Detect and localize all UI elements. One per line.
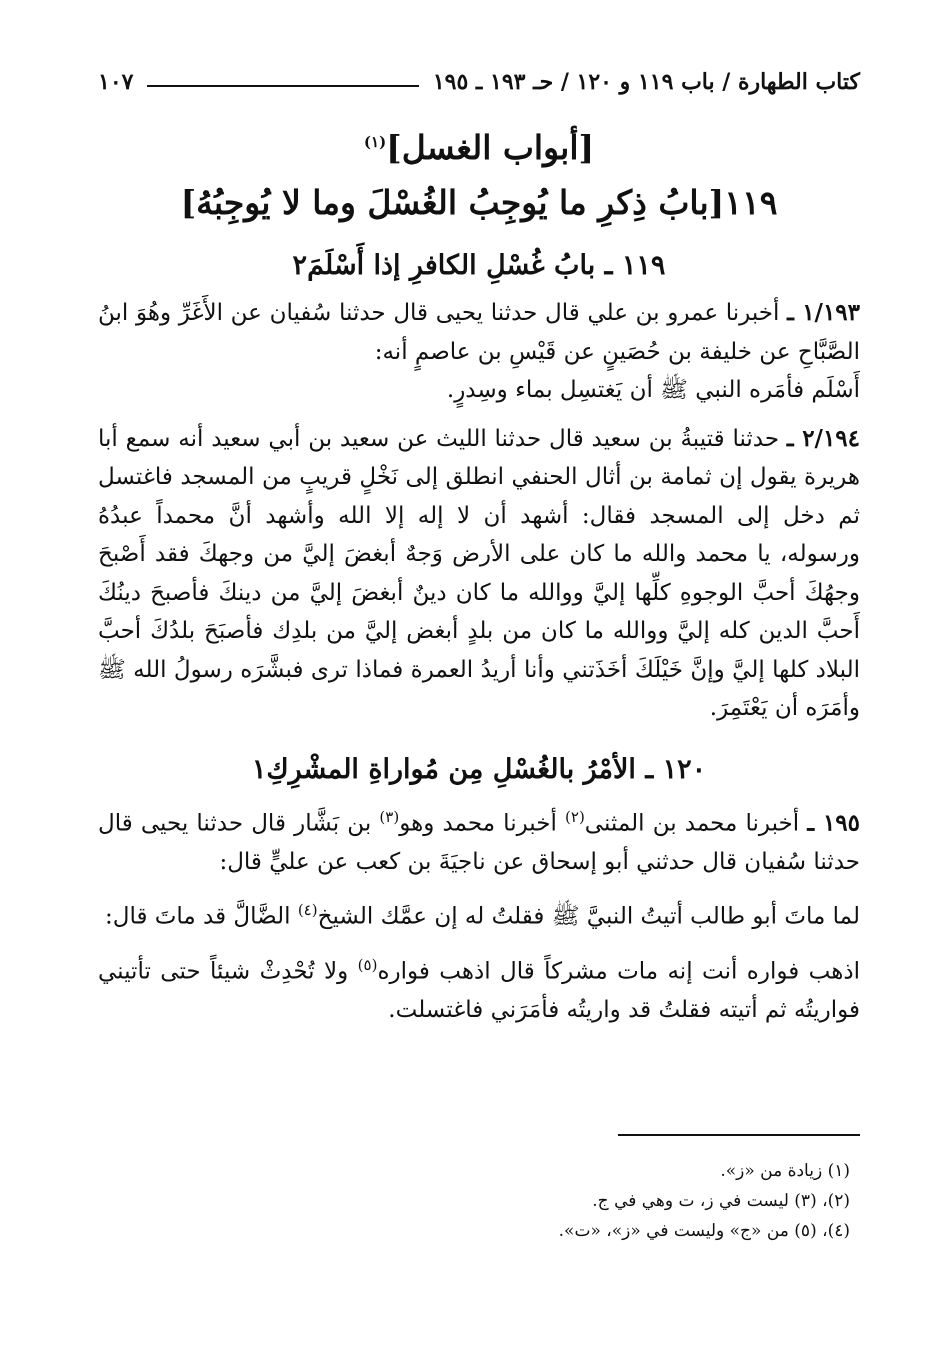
hadith-195-matn-b: الضَّالَّ قد ماتَ قال: xyxy=(104,903,291,930)
running-header xyxy=(98,62,860,102)
hadith-195-matn-a: لما ماتَ أبو طالب أتيتُ النبيَّ ﷺ فقلتُ له إن عمَّك الشيخ xyxy=(317,903,860,930)
hadith-194-text: حدثنا قتيبةُ بن سعيد قال حدثنا الليث عن سعيد بن أبي سعيد أنه سمع أبا هريرة يقول إن ثمامة بن أثال الحنفي انطلق إلى نَخْلٍ قريبٍ من المسجد فاغتسل ثم دخل إلى المسجد فقال: أشهد أن لا إله إلا الله وأشهد أنَّ محمداً عبدُهُ ورسوله، يا محمد والله ما كان على الأرض وَجهٌ أبغضَ إليَّ من وجهكَ فقد أَصْبحَ وجهُكَ أحبَّ الوجوهِ كلِّها إليَّ ووالله ما كان دينٌ أبغضَ إليَّ من دينكَ فأصبحَ دينُكَ أَحبَّ الدين كله إليَّ ووالله ما كان من بلدٍ أبغض إليَّ من بلدِك فأصبَحَ بلدُكَ أحبَّ البلاد كلها إليَّ وإنَّ خَيْلَكَ أخَذَتني وأنا أريدُ العمرة فماذا ترى فبشَّرَه رسولُ الله ﷺ وأمَرَه أن يَعْتَمِرَ. xyxy=(98,425,860,721)
hadith-193-text: أخبرنا عمرو بن علي قال حدثنا يحيى قال حدثنا سُفيان عن الأَغَرِّ وهُوَ ابنُ الصَّبَّاحِ عن خليفة بن حُصَينٍ عن قَيْسِ بن عاصمٍ أنه: xyxy=(98,300,860,365)
page-number: ١٠٧ xyxy=(98,69,134,95)
hadith-193-matn: أَسْلَم فأمَره النبي ﷺ أن يَغتسِل بماء وسِدرٍ. xyxy=(446,377,860,403)
footnote-ref-5: (٥) xyxy=(357,956,378,975)
hadith-195-text-c: بن بَشَّار قال حدثنا يحيى قال حدثنا سُفيان قال حدثني أبو إسحاق عن ناجيَةَ بن كعب عن عليٍّ قال: xyxy=(98,810,860,875)
main-title-text: [أبواب الغسل] xyxy=(386,128,595,167)
footnote-ref-3: (٣) xyxy=(379,807,400,826)
hadith-195-text-b: أخبرنا محمد وهو xyxy=(399,810,557,837)
hadith-194 xyxy=(98,420,860,728)
hadith-195-number: ١٩٥ ـ xyxy=(807,809,860,837)
hadith-195-reply-a: اذهب فواره أنت إنه مات مشركاً قال اذهب فواره xyxy=(377,958,860,985)
hadith-195-reply xyxy=(98,946,860,1030)
section-119-title: ١١٩ ـ بابُ غُسْلِ الكافرِ إذا أَسْلَمَ٢ xyxy=(292,250,666,281)
main-title xyxy=(98,116,860,174)
footnotes xyxy=(98,1156,860,1246)
footnote-1: (١) زيادة من «ز». xyxy=(720,1160,850,1181)
hadith-195-reply-b: ولا تُحْدِثْ شيئاً حتى تأتيني فواريتُه ثم أتيته فقلتُ قد واريتُه فأمَرَني فاغتسلت. xyxy=(98,958,860,1024)
main-title-note: (١) xyxy=(363,133,387,151)
hadith-195-matn xyxy=(98,891,860,936)
footnote-ref-4: (٤) xyxy=(297,901,318,920)
footnote-4-5: (٤)، (٥) من «ج» وليست في «ز»، «ت». xyxy=(558,1220,850,1241)
footnote-ref-2: (٢) xyxy=(565,807,585,826)
hadith-193-number: ١/١٩٣ ـ xyxy=(787,299,861,326)
footnote-rule xyxy=(618,1134,860,1136)
footnote-2-3: (٢)، (٣) ليست في ز، ت وهي في ج. xyxy=(592,1190,850,1211)
header-title: كتاب الطهارة / باب ١١٩ و ١٢٠ / حـ ١٩٣ ـ ١٩٥ xyxy=(432,69,860,95)
hadith-195 xyxy=(98,798,860,882)
hadith-193 xyxy=(98,294,860,371)
chapter-title: ١١٩[بابُ ذِكرِ ما يُوجِبُ الغُسْلَ وما لا يُوجِبُهُ] xyxy=(180,183,778,222)
header-rule xyxy=(147,85,418,87)
section-120-title: ١٢٠ ـ الأمْرُ بالغُسْلِ مِن مُواراةِ المشْرِكِ١ xyxy=(251,753,707,785)
hadith-195-text-a: أخبرنا محمد بن المثنى xyxy=(584,810,800,837)
hadith-194-number: ٢/١٩٤ ـ xyxy=(786,424,861,452)
